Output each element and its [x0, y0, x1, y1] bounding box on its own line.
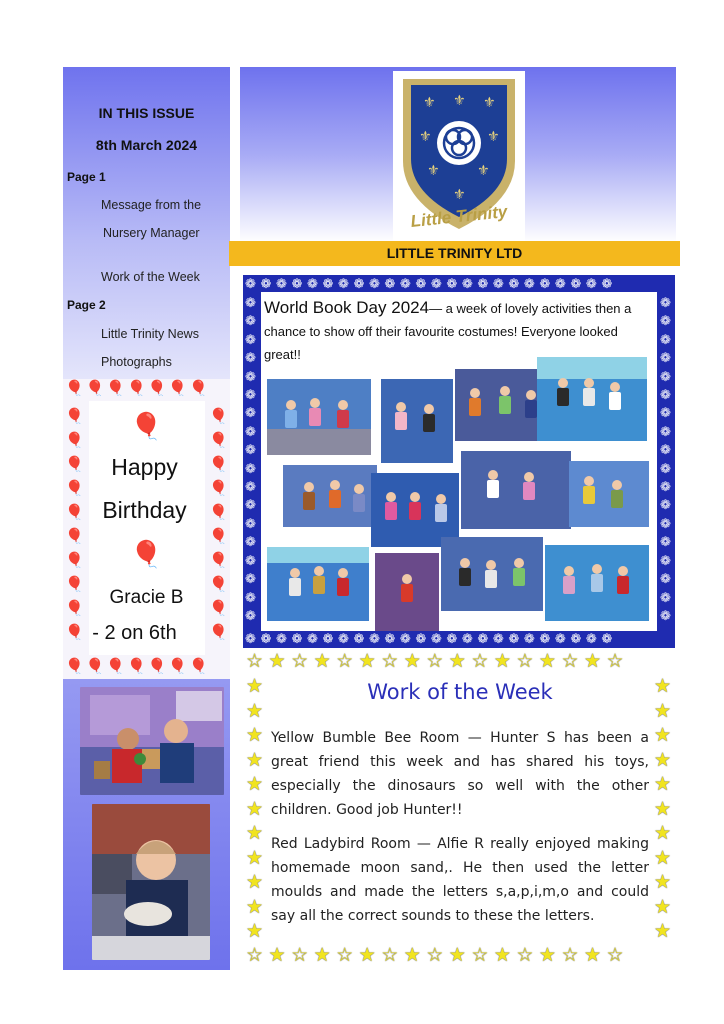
star-border-right-icon: ★ ★ ★ ★ ★ ★ ★ ★ ★ ★ ★	[654, 676, 672, 942]
svg-text:⚜: ⚜	[483, 94, 496, 110]
toc-item: Photographs	[101, 355, 172, 369]
costume-photo	[267, 379, 371, 455]
school-logo	[393, 71, 525, 241]
balloons-icon: 🎈	[130, 539, 163, 569]
issue-heading: IN THIS ISSUE	[98, 105, 195, 121]
toc-item: Nursery Manager	[103, 226, 200, 240]
svg-text:⚜: ⚜	[427, 162, 440, 178]
birthday-name: Gracie B	[109, 587, 184, 608]
star-border-bottom-icon: ☆★☆★☆★☆★☆★☆★☆★☆★☆	[246, 945, 630, 966]
svg-text:⚜: ⚜	[453, 186, 466, 202]
costume-photo	[537, 357, 647, 441]
sidebar-photo-children-playing	[80, 687, 224, 795]
work-of-the-week	[244, 650, 676, 968]
in-this-issue-box	[63, 67, 230, 379]
organisation-banner: LITTLE TRINITY LTD	[229, 241, 680, 266]
costume-photo	[371, 473, 459, 547]
toc-item: Little Trinity News	[101, 327, 199, 341]
toc-page-2: Page 2	[67, 298, 106, 312]
work-of-week-paragraph-1: Yellow Bumble Bee Room — Hunter S has been a great friend this week and has shared his toys, especially the dinosaurs so well with the other children. Good job Hunter!!	[271, 730, 649, 818]
svg-text:⚜: ⚜	[487, 128, 500, 144]
star-border-left-icon: ★ ★ ★ ★ ★ ★ ★ ★ ★ ★ ★	[246, 676, 264, 942]
book-day-frame	[243, 275, 675, 648]
balloon-border-right-icon: 🎈 🎈 🎈 🎈 🎈 🎈 🎈 🎈 🎈 🎈	[209, 408, 228, 641]
book-day-body: a week of lovely activities then a chance to show off their favourite costumes! Everyone looked great!!	[264, 301, 632, 362]
balloons-icon: 🎈	[130, 411, 163, 441]
logo-text: Little Trinity	[409, 201, 509, 232]
birthday-detail: - 2 on 6th	[92, 622, 177, 644]
star-border-top-icon: ☆★☆★☆★☆★☆★☆★☆★☆★☆	[246, 651, 630, 672]
costume-photo	[545, 545, 649, 621]
costume-photo	[283, 465, 377, 527]
costume-photo-collage	[243, 275, 675, 648]
book-day-lead: World Book Day 2024	[264, 298, 430, 317]
svg-text:⚜: ⚜	[453, 92, 466, 108]
work-of-week-title: Work of the Week	[367, 680, 553, 704]
birthday-line-1: Happy	[111, 454, 178, 480]
costume-photo	[381, 379, 453, 463]
toc-item: Message from the	[101, 198, 202, 212]
sidebar-photo-boy-moon-sand	[92, 804, 210, 960]
sidebar	[63, 67, 230, 970]
costume-photo	[441, 537, 543, 611]
costume-photo	[569, 461, 649, 527]
svg-text:⚜: ⚜	[423, 94, 436, 110]
balloon-border-left-icon: 🎈 🎈 🎈 🎈 🎈 🎈 🎈 🎈 🎈 🎈	[65, 408, 84, 641]
svg-text:⚜: ⚜	[419, 128, 432, 144]
costume-photo	[455, 369, 551, 441]
toc-page-1: Page 1	[67, 170, 106, 184]
birthday-line-2: Birthday	[102, 497, 187, 523]
issue-date: 8th March 2024	[95, 137, 198, 153]
costume-photo	[267, 547, 369, 621]
work-of-week-paragraph-2: Red Ladybird Room — Alfie R really enjoyed making homemade moon sand,. He then used the letter moulds and made the letters s,a,p,i,m,o and could say all the correct sounds to these the letters.	[271, 836, 649, 924]
costume-photo	[375, 553, 439, 631]
book-day-dash: —	[429, 301, 443, 316]
toc-item: Work of the Week	[101, 270, 200, 284]
svg-text:⚜: ⚜	[477, 162, 490, 178]
flower-border-icon: ❁❁❁❁❁❁❁❁❁❁❁❁❁❁❁❁❁❁❁❁❁❁❁❁ ❁❁❁❁❁❁❁❁❁❁❁❁❁❁❁❁❁❁❁❁❁❁❁❁ ❁ ❁ ❁ ❁ ❁ ❁ ❁ ❁ ❁ ❁ ❁ ❁ ❁ ❁ ❁ ❁ ❁ ❁ ❁ ❁ ❁ ❁ ❁ ❁ ❁ ❁ ❁ ❁ ❁ ❁ ❁ ❁ ❁ ❁ ❁ ❁	[245, 276, 671, 646]
costume-photo	[461, 451, 571, 529]
masthead	[240, 67, 676, 243]
balloon-border-bottom-icon: 🎈🎈🎈🎈🎈🎈🎈	[65, 658, 210, 675]
balloon-border-top-icon: 🎈🎈🎈🎈🎈🎈🎈	[65, 380, 210, 397]
birthday-box	[63, 379, 230, 679]
